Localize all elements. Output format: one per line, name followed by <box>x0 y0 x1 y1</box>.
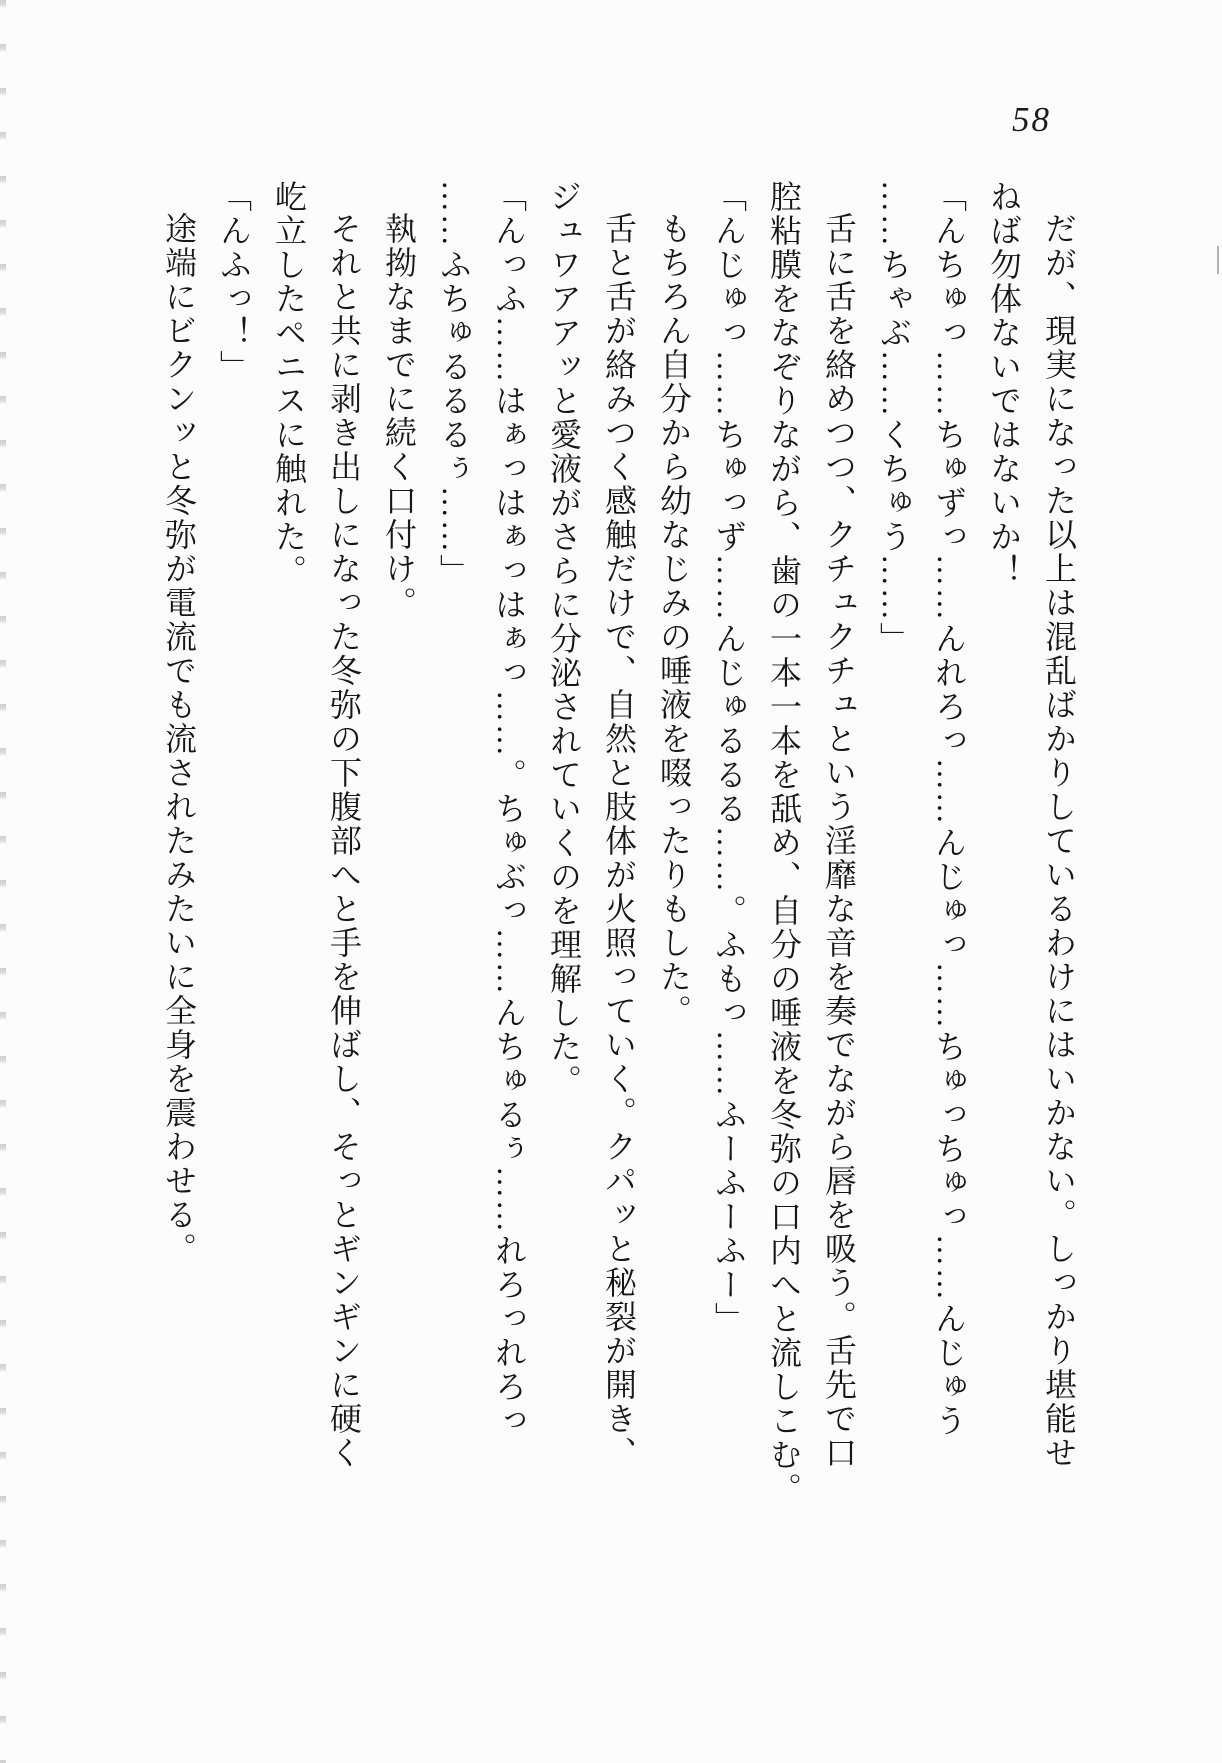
text-line: 腔粘膜をなぞりながら、歯の一本一本を舐め、自分の唾液を冬弥の口内へと流しこむ。 <box>766 180 802 1506</box>
text-line: 「んじゅっ……ちゅっず……んじゅるるる……。ふもっ……ふーふーふー」 <box>711 180 747 1336</box>
text-line: 屹立したペニスに触れた。 <box>271 180 307 588</box>
text-line: ……ちゃぶ……くちゅう……」 <box>876 180 912 656</box>
text-line: ……ふちゅるるるぅ……」 <box>436 180 472 588</box>
scan-artifact-right-edge <box>1217 246 1219 274</box>
text-line: 舌と舌が絡みつく感触だけで、自然と肢体が火照っていく。クパッと秘裂が開き、 <box>601 212 637 1470</box>
text-line: それと共に剥き出しになった冬弥の下腹部へと手を伸ばし、そっとギンギンに硬く <box>326 212 362 1470</box>
text-line: ジュワアアッと愛液がさらに分泌されていくのを理解した。 <box>546 180 582 1098</box>
text-line: もちろん自分から幼なじみの唾液を啜ったりもした。 <box>656 212 692 1028</box>
page-number: 58 <box>1012 100 1051 139</box>
text-line: 舌に舌を絡めつつ、クチュクチュという淫靡な音を奏でながら唇を吸う。舌先で口 <box>821 212 857 1470</box>
scan-artifact-left-edge <box>0 0 6 1763</box>
text-line: 途端にビクンッと冬弥が電流でも流されたみたいに全身を震わせる。 <box>161 212 197 1266</box>
text-line: 「んちゅっ……ちゅずっ……んれろっ……んじゅっ……ちゅっちゅっ……んじゅう <box>931 180 967 1438</box>
text-line: 「んふっ！」 <box>216 180 252 384</box>
text-line: 「んっふ……はぁっはぁっはぁっ……。ちゅぶっ……んちゅるぅ……れろっれろっ <box>491 180 527 1438</box>
text-line: 執拗なまでに続く口付け。 <box>381 212 417 620</box>
vertical-text-block <box>151 180 1086 1530</box>
text-line: だが、現実になった以上は混乱ばかりしているわけにはいかない。しっかり堪能せ <box>1041 212 1077 1470</box>
text-line: ねば勿体ないではないか！ <box>986 180 1022 588</box>
